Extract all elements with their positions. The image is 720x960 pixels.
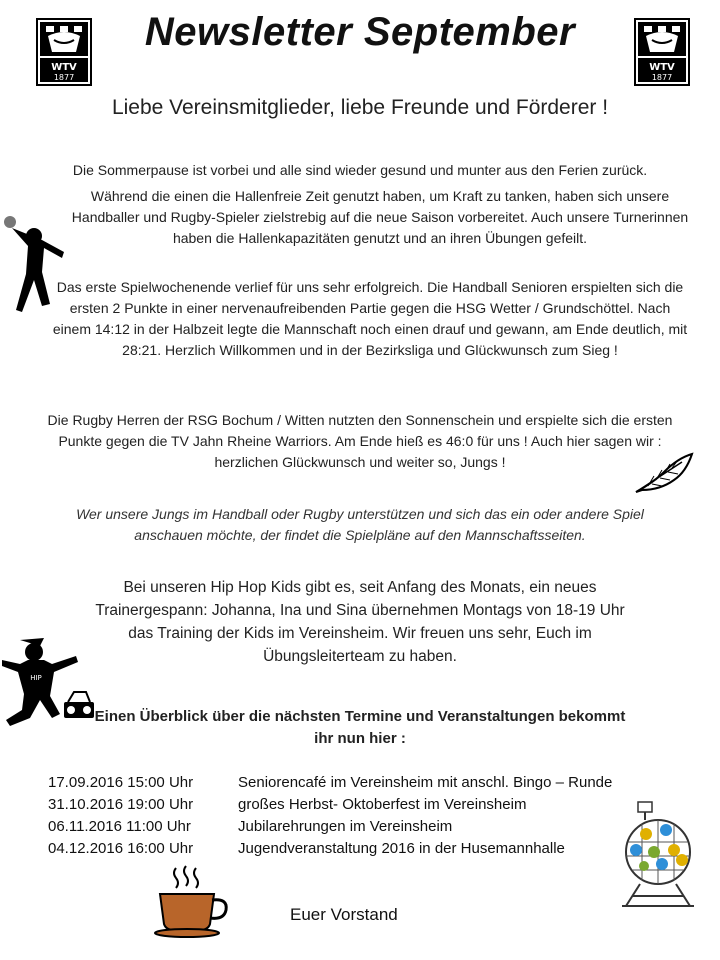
event-description: großes Herbst- Oktoberfest im Vereinsheim xyxy=(238,796,527,813)
coffee-cup-icon xyxy=(154,864,234,943)
wtv-logo-right xyxy=(634,18,690,86)
event-row xyxy=(48,772,688,794)
event-description: Jugendveranstaltung 2016 in der Husemannhalle xyxy=(238,840,565,857)
event-row xyxy=(48,838,688,860)
paragraph-schedules: Wer unsere Jungs im Handball oder Rugby unterstützen und sich das ein oder andere Spiel anschauen möchte, der findet die Spielpläne auf den Mannschaftsseiten. xyxy=(76,506,644,543)
event-description: Seniorencafé im Vereinsheim mit anschl. Bingo – Runde xyxy=(238,774,613,791)
event-date: 04.12.2016 16:00 Uhr xyxy=(48,840,194,857)
newsletter-title: Newsletter September xyxy=(144,10,576,54)
event-row xyxy=(48,816,688,838)
feather-icon xyxy=(634,452,694,499)
event-date: 31.10.2016 19:00 Uhr xyxy=(48,796,194,813)
svg-text:HIP: HIP xyxy=(30,674,42,682)
wtv-logo-left xyxy=(36,18,92,86)
event-description: Jubilarehrungen im Vereinsheim xyxy=(238,818,453,835)
paragraph-handball: Das erste Spielwochenende verlief für uns sehr erfolgreich. Die Handball Senioren erspielten sich die ersten 2 Punkte in einer nervenaufreibenden Partie gegen die HSG Wetter / Grundschöttel. Nach einem 14:12 in der Halbzeit legte die Mannschaft noch einen drauf und gewann, am Ende deutlich, mit 28:21. Herzlich Willkommen und in der Bezirksliga und Glückwunsch zum Sieg ! xyxy=(52,279,688,358)
event-date: 17.09.2016 15:00 Uhr xyxy=(48,774,194,791)
event-list xyxy=(48,772,688,860)
greeting: Liebe Vereinsmitglieder, liebe Freunde und Förderer ! xyxy=(111,96,609,119)
hiphop-dancer-icon xyxy=(0,634,98,739)
event-date: 06.11.2016 11:00 Uhr xyxy=(48,818,191,835)
paragraph-rugby: Die Rugby Herren der RSG Bochum / Witten nutzten den Sonnenschein und erspielte sich die ersten Punkte gegen die TV Jahn Rheine Warriors. Am Ende hieß es 46:0 für uns ! Auch hier sagen wir : herzlichen Glückwunsch und weiter so, Jungs ! xyxy=(47,412,673,470)
svg-text:1877: 1877 xyxy=(651,73,673,82)
paragraph-preparation: Während die einen die Hallenfreie Zeit genutzt haben, um Kraft zu tanken, haben sich unsere Handballer und Rugby-Spieler zielstrebig auf die neue Saison vorbereitet. Auch unsere Turnerinnen haben die Hallenkapazitäten genutzt und an ihren Übungen gefeilt. xyxy=(71,188,689,246)
paragraph-overview: Einen Überblick über die nächsten Termine und Veranstaltungen bekommt ihr nun hier : xyxy=(94,708,626,747)
svg-text:WTV: WTV xyxy=(51,62,77,73)
signoff: Euer Vorstand xyxy=(290,905,398,924)
svg-text:WTV: WTV xyxy=(649,62,675,73)
paragraph-intro: Die Sommerpause ist vorbei und alle sind wieder gesund und munter aus den Ferien zurück. xyxy=(72,162,648,178)
svg-text:1877: 1877 xyxy=(53,73,75,82)
event-row xyxy=(48,794,688,816)
bingo-drum-icon xyxy=(616,800,700,915)
paragraph-hiphop: Bei unseren Hip Hop Kids gibt es, seit Anfang des Monats, ein neues Trainergespann: Johanna, Ina und Sina übernehmen Montags von 18-19 Uhr das Training der Kids im Vereinsheim. Wir freuen uns sehr, Euch im Übungsleiterteam zu haben. xyxy=(95,579,625,665)
